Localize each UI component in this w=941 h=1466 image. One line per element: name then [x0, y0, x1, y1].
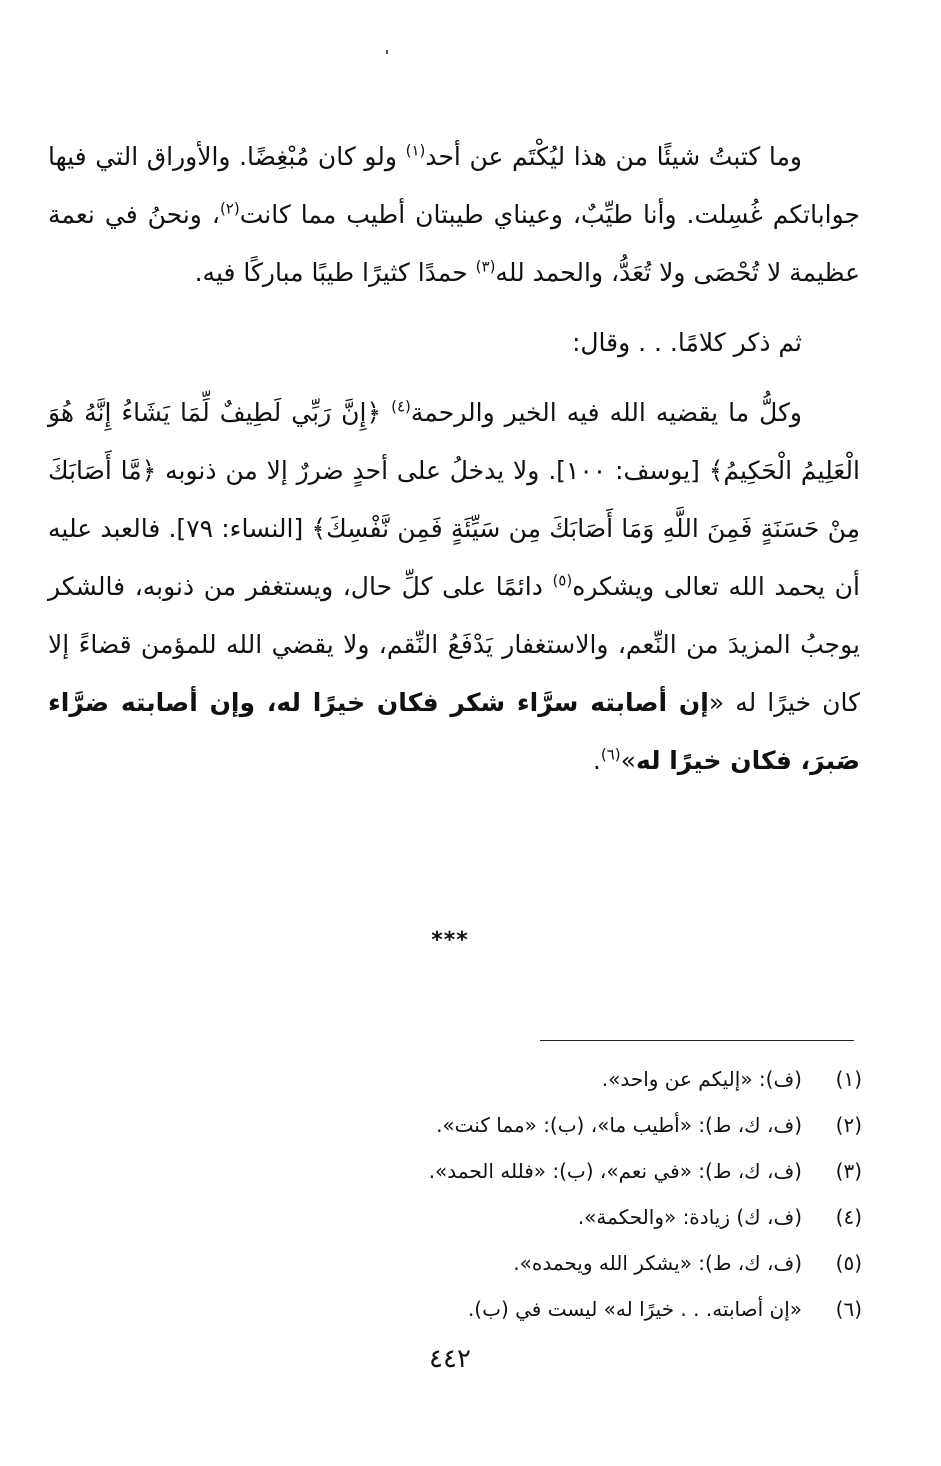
footnote-item: [300, 1102, 862, 1148]
footnote-text: «إن أصابته. . . خيرًا له» ليست في (ب).: [467, 1297, 802, 1321]
text-run: وكلُّ ما يقضيه الله فيه الخير والرحمة: [410, 398, 802, 427]
footnote-number: (٣): [835, 1159, 862, 1183]
page-number: ٤٤٢: [429, 1344, 471, 1374]
footnote-number: (٦): [835, 1297, 862, 1321]
text-run: دائمًا على كلِّ حال، ويستغفر من ذنوبه، فالشكر يوجبُ المزيدَ من النِّعم، والاستغفار يَدْفَعُ النِّقم، ولا يقضي الله للمؤمن قضاءً إلا كان خيرًا له «: [48, 572, 860, 717]
footnote-ref-2[interactable]: (٢): [219, 199, 240, 218]
text-run: ولو كان مُبْغِضًا. والأوراق التي فيها جواباتكم غُسِلت. وأنا طيِّبٌ، وعيناي طيبتان أطيب مما كانت: [48, 142, 860, 229]
footnote-rule: [540, 1040, 854, 1041]
paragraph-1: [48, 128, 860, 302]
footnote-item: [300, 1194, 862, 1240]
stray-mark: [386, 50, 388, 54]
footnote-ref-6[interactable]: (٦): [600, 745, 621, 764]
text-run: ، ونحنُ في نعمة عظيمة لا تُحْصَى ولا تُعَدُّ، والحمد لله: [48, 200, 860, 287]
main-text: [48, 128, 860, 790]
footnote-ref-5[interactable]: (٥): [552, 571, 573, 590]
footnote-number: (٤): [835, 1205, 862, 1229]
footnote-text: (ف، ك، ط): «أطيب ما»، (ب): «مما كنت».: [436, 1113, 802, 1137]
footnote-text: (ف): «إليكم عن واحد».: [601, 1067, 802, 1091]
footnote-item: [300, 1240, 862, 1286]
footnote-text: (ف، ك، ط): «يشكر الله ويحمده».: [513, 1251, 802, 1275]
footnote-item: [300, 1286, 862, 1332]
footnotes-list: [300, 1056, 862, 1332]
footnote-number: (٥): [835, 1251, 862, 1275]
section-separator: ***: [431, 928, 469, 953]
quran-verses-run: ﴿إِنَّ رَبِّي لَطِيفٌ لِّمَا يَشَاءُ إِنَّهُ هُوَ الْعَلِيمُ الْحَكِيمُ﴾ [يوسف: ١٠٠]. ولا يدخلُ على أحدٍ ضررٌ إلا من ذنوبه ﴿مَّا أَصَابَكَ مِنْ حَسَنَةٍ فَمِنَ اللَّهِ وَمَا أَصَابَكَ مِن سَيِّئَةٍ فَمِن نَّفْسِكَ﴾ [النساء: ٧٩]. فالعبد عليه أن يحمد الله تعالى ويشكره: [48, 398, 860, 601]
footnote-ref-4[interactable]: (٤): [391, 397, 411, 416]
footnote-text: (ف، ك، ط): «في نعم»، (ب): «فلله الحمد».: [428, 1159, 802, 1183]
footnote-number: (١): [835, 1067, 862, 1091]
text-run: »: [620, 746, 636, 775]
text-run: .: [592, 746, 601, 775]
text-run: حمدًا كثيرًا طيبًا مباركًا فيه.: [194, 258, 476, 287]
footnote-number: (٢): [835, 1113, 862, 1137]
text-run: وما كتبتُ شيئًا من هذا ليُكْتَم عن أحد: [425, 142, 803, 171]
footnote-text: (ف، ك) زيادة: «والحكمة».: [577, 1205, 802, 1229]
hadith-quote: إن أصابته سرَّاء شكر فكان خيرًا له، وإن أصابته ضرَّاء صَبرَ، فكان خيرًا له: [48, 688, 860, 775]
footnote-ref-3[interactable]: (٣): [475, 257, 496, 276]
footnote-item: [300, 1056, 862, 1102]
text-run: ثم ذكر كلامًا. . . وقال:: [571, 328, 802, 357]
footnote-ref-1[interactable]: (١): [405, 141, 426, 160]
paragraph-2: [48, 314, 860, 372]
footnote-item: [300, 1148, 862, 1194]
paragraph-3: [48, 384, 860, 790]
